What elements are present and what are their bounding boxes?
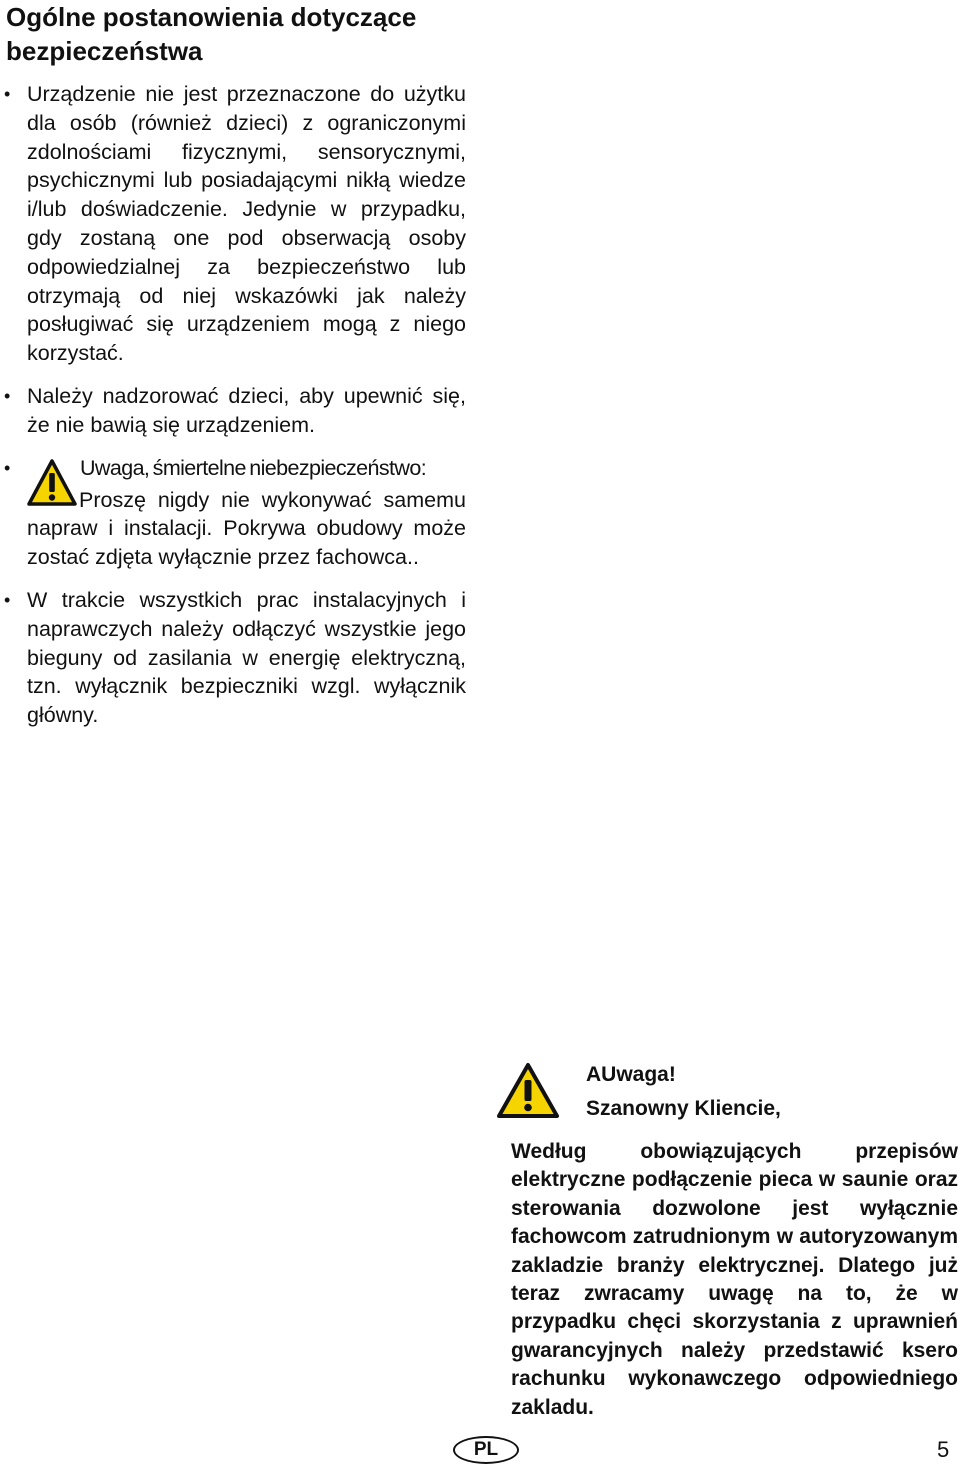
notice-body: Według obowiązujących przepisów elektryczne podłączenie pieca w saunie oraz sterowania dozwolone jest wyłącznie fachowcom zatrudnionym w autoryzowanym zakladzie branży elektrycznej. Dlatego już teraz zwracamy uwagę na to, że w przypadku chęci skorzystania z uprawnień gwarancyjnych należy przedstawić ksero rachunku wykonawczego odpowiedniego zakladu. xyxy=(511,1140,958,1419)
section-heading-line-1: Ogólne postanowienia dotyczące xyxy=(6,2,417,32)
section-heading xyxy=(6,0,476,68)
warning-triangle-icon xyxy=(496,1062,560,1120)
bullet-marker: • xyxy=(4,385,11,406)
bullet-text: Proszę nigdy nie wykonywać samemu napraw i instalacji. Pokrywa obudowy może zostać zdjęta wyłącznie przez fachowca.. xyxy=(27,487,466,570)
bullet-text: Należy nadzorować dzieci, aby upewnić się, że nie bawią się urządzeniem. xyxy=(27,383,466,437)
notice-greeting: Szanowny Kliencie, xyxy=(586,1097,781,1120)
section-heading-line-2: bezpieczeństwa xyxy=(6,36,203,66)
bullet-marker: • xyxy=(4,84,11,104)
bullet-text: Urządzenie nie jest przeznaczone do użytku dla osób (również dzieci) z ograniczonymi zdolnościami fizycznymi, sensorycznymi, psychicznymi lub posiadającymi nikłą wiedze i/lub doświadczenie. Jedynie w przypadku, gdy zostaną one pod obserwacją osoby odpowiedzialnej za bezpieczeństwo lub otrzymają od niej wskazówki jak należy posługiwać się urządzeniem mogą z niego korzystać. xyxy=(27,82,466,366)
bullet-marker: • xyxy=(4,457,11,478)
danger-warning-label: Uwaga, śmiertelne niebezpieczeństwo: xyxy=(80,455,427,480)
page-number: 5 xyxy=(937,1437,950,1462)
bullet-item-usage-restrictions xyxy=(0,80,466,368)
notice-title: AUwaga! xyxy=(586,1063,676,1086)
customer-notice xyxy=(496,1058,958,1422)
bullet-text: W trakcie wszystkich prac instalacyjnych i naprawczych należy odłączyć wszystkie jego bieguny od zasilania w energię elektryczną, tzn. wyłącznik bezpieczniki wzgl. wyłącznik główny. xyxy=(27,587,466,728)
language-badge: PL xyxy=(453,1436,519,1464)
bullet-item-danger-warning xyxy=(0,454,466,572)
warning-triangle-icon xyxy=(27,458,77,508)
danger-warning-text xyxy=(80,454,466,483)
bullet-item-power-disconnect xyxy=(0,586,466,730)
safety-bullet-list xyxy=(0,80,466,744)
customer-notice-header xyxy=(496,1058,958,1138)
bullet-item-child-supervision xyxy=(0,382,466,440)
bullet-marker: • xyxy=(4,589,11,610)
